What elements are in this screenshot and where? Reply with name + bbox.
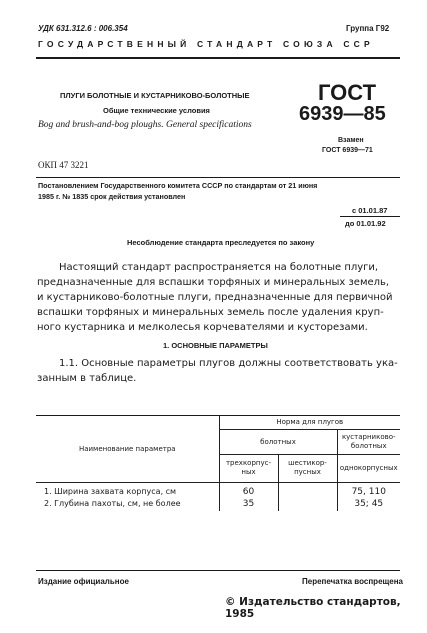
table-cell-three bbox=[219, 497, 278, 511]
banner-rule bbox=[36, 57, 400, 59]
okp-code: ОКП 47 3221 bbox=[38, 160, 89, 170]
section-para-line2: занным в таблице. bbox=[37, 373, 137, 384]
warning: Несоблюдение стандарта преследуется по закону bbox=[127, 238, 315, 247]
table-header-brush-line1: кустарниково- bbox=[341, 432, 396, 441]
ru-title: ПЛУГИ БОЛОТНЫЕ И КУСТАРНИКОВО-БОЛОТНЫЕ bbox=[60, 91, 250, 100]
footer-official: Издание официальное bbox=[38, 577, 129, 586]
table-header-six-line2: пусных bbox=[294, 468, 321, 476]
footer-reprint: Перепечатка воспрещена bbox=[302, 577, 403, 586]
udk-code: УДК 631.312.6 : 006.354 bbox=[38, 24, 128, 33]
intro-line-4: вспашки торфяных и минеральных земель после удаления круп- bbox=[37, 307, 384, 318]
ru-subtitle: Общие технические условия bbox=[103, 106, 210, 115]
validity-from: с 01.01.87 bbox=[352, 206, 388, 215]
table-cell-param-text: 2. Глубина пахоты, см, не более bbox=[44, 499, 181, 508]
table-cell-single-text: 75, 110 bbox=[351, 486, 386, 497]
intro-line-5: ного кустарника и мелколесья корчевателями и кусторезами. bbox=[37, 322, 368, 333]
table-header-param bbox=[36, 416, 219, 482]
table-header-brush-line2: болотных bbox=[350, 441, 387, 450]
table-header-bog-label: болотных bbox=[260, 437, 296, 446]
section-heading: 1. ОСНОВНЫЕ ПАРАМЕТРЫ bbox=[163, 341, 268, 350]
validity-to: до 01.01.92 bbox=[345, 219, 386, 228]
parameters-table bbox=[36, 416, 400, 511]
intro-line-3: и кустарниково-болотные плуги, предназначенные для первичной bbox=[37, 292, 393, 303]
table-header-brush bbox=[337, 429, 400, 454]
table-header-single bbox=[337, 454, 400, 482]
standard-banner: ГОСУДАРСТВЕННЫЙ СТАНДАРТ СОЮЗА ССР bbox=[38, 39, 374, 49]
table-row bbox=[36, 497, 400, 511]
table-row bbox=[36, 482, 400, 497]
validity-rule bbox=[340, 216, 400, 217]
en-title: Bog and brush-and-bog ploughs. General specifications bbox=[38, 120, 252, 130]
footer-publisher: © Издательство стандартов, 1985 bbox=[225, 596, 401, 620]
table-cell-three bbox=[219, 482, 278, 497]
table-cell-six bbox=[278, 497, 337, 511]
gost-label: ГОСТ bbox=[318, 80, 377, 105]
replaces-value: ГОСТ 6939—71 bbox=[322, 147, 373, 154]
table-cell-param bbox=[36, 497, 219, 511]
table-header-norm-label: Норма для плугов bbox=[276, 418, 344, 427]
resolution-line2: 1985 г. № 1835 срок действия установлен bbox=[38, 192, 186, 201]
table-header-single-label: однокорпусных bbox=[339, 464, 398, 472]
table-header-three-line2: ных bbox=[241, 468, 256, 476]
table-cell-single bbox=[337, 482, 400, 497]
table-header-three-line1: трехкорпус- bbox=[225, 459, 272, 467]
table-cell-three-text: 60 bbox=[242, 486, 255, 497]
group-code: Группа Г92 bbox=[346, 24, 390, 33]
intro-line-1: Настоящий стандарт распространяется на болотные плуги, bbox=[59, 262, 379, 273]
table-cell-six bbox=[278, 482, 337, 497]
table-header-bog bbox=[219, 429, 337, 454]
gost-number: 6939—85 bbox=[299, 103, 386, 125]
table-header-norm bbox=[219, 416, 400, 429]
table-header-six-line1: шестикор- bbox=[288, 459, 327, 467]
table-cell-param bbox=[36, 482, 219, 497]
table-cell-single bbox=[337, 497, 400, 511]
table-cell-single-text: 35; 45 bbox=[354, 498, 384, 509]
table-cell-param-text: 1. Ширина захвата корпуса, см bbox=[44, 487, 177, 496]
section-para-line1: 1.1. Основные параметры плугов должны соответствовать ука- bbox=[59, 358, 398, 369]
resolution-line1: Постановлением Государственного комитета СССР по стандартам от 21 июня bbox=[38, 181, 318, 190]
table-cell-three-text: 35 bbox=[242, 498, 255, 509]
footer-rule bbox=[36, 570, 400, 571]
intro-line-2: предназначенные для вспашки торфяных и минеральных земель, bbox=[37, 277, 390, 288]
table-header-param-label: Наименование параметра bbox=[78, 444, 176, 453]
table-header-three bbox=[219, 454, 278, 482]
okp-rule bbox=[36, 177, 400, 178]
replaces-label: Взамен bbox=[338, 137, 364, 144]
table-header-six bbox=[278, 454, 337, 482]
